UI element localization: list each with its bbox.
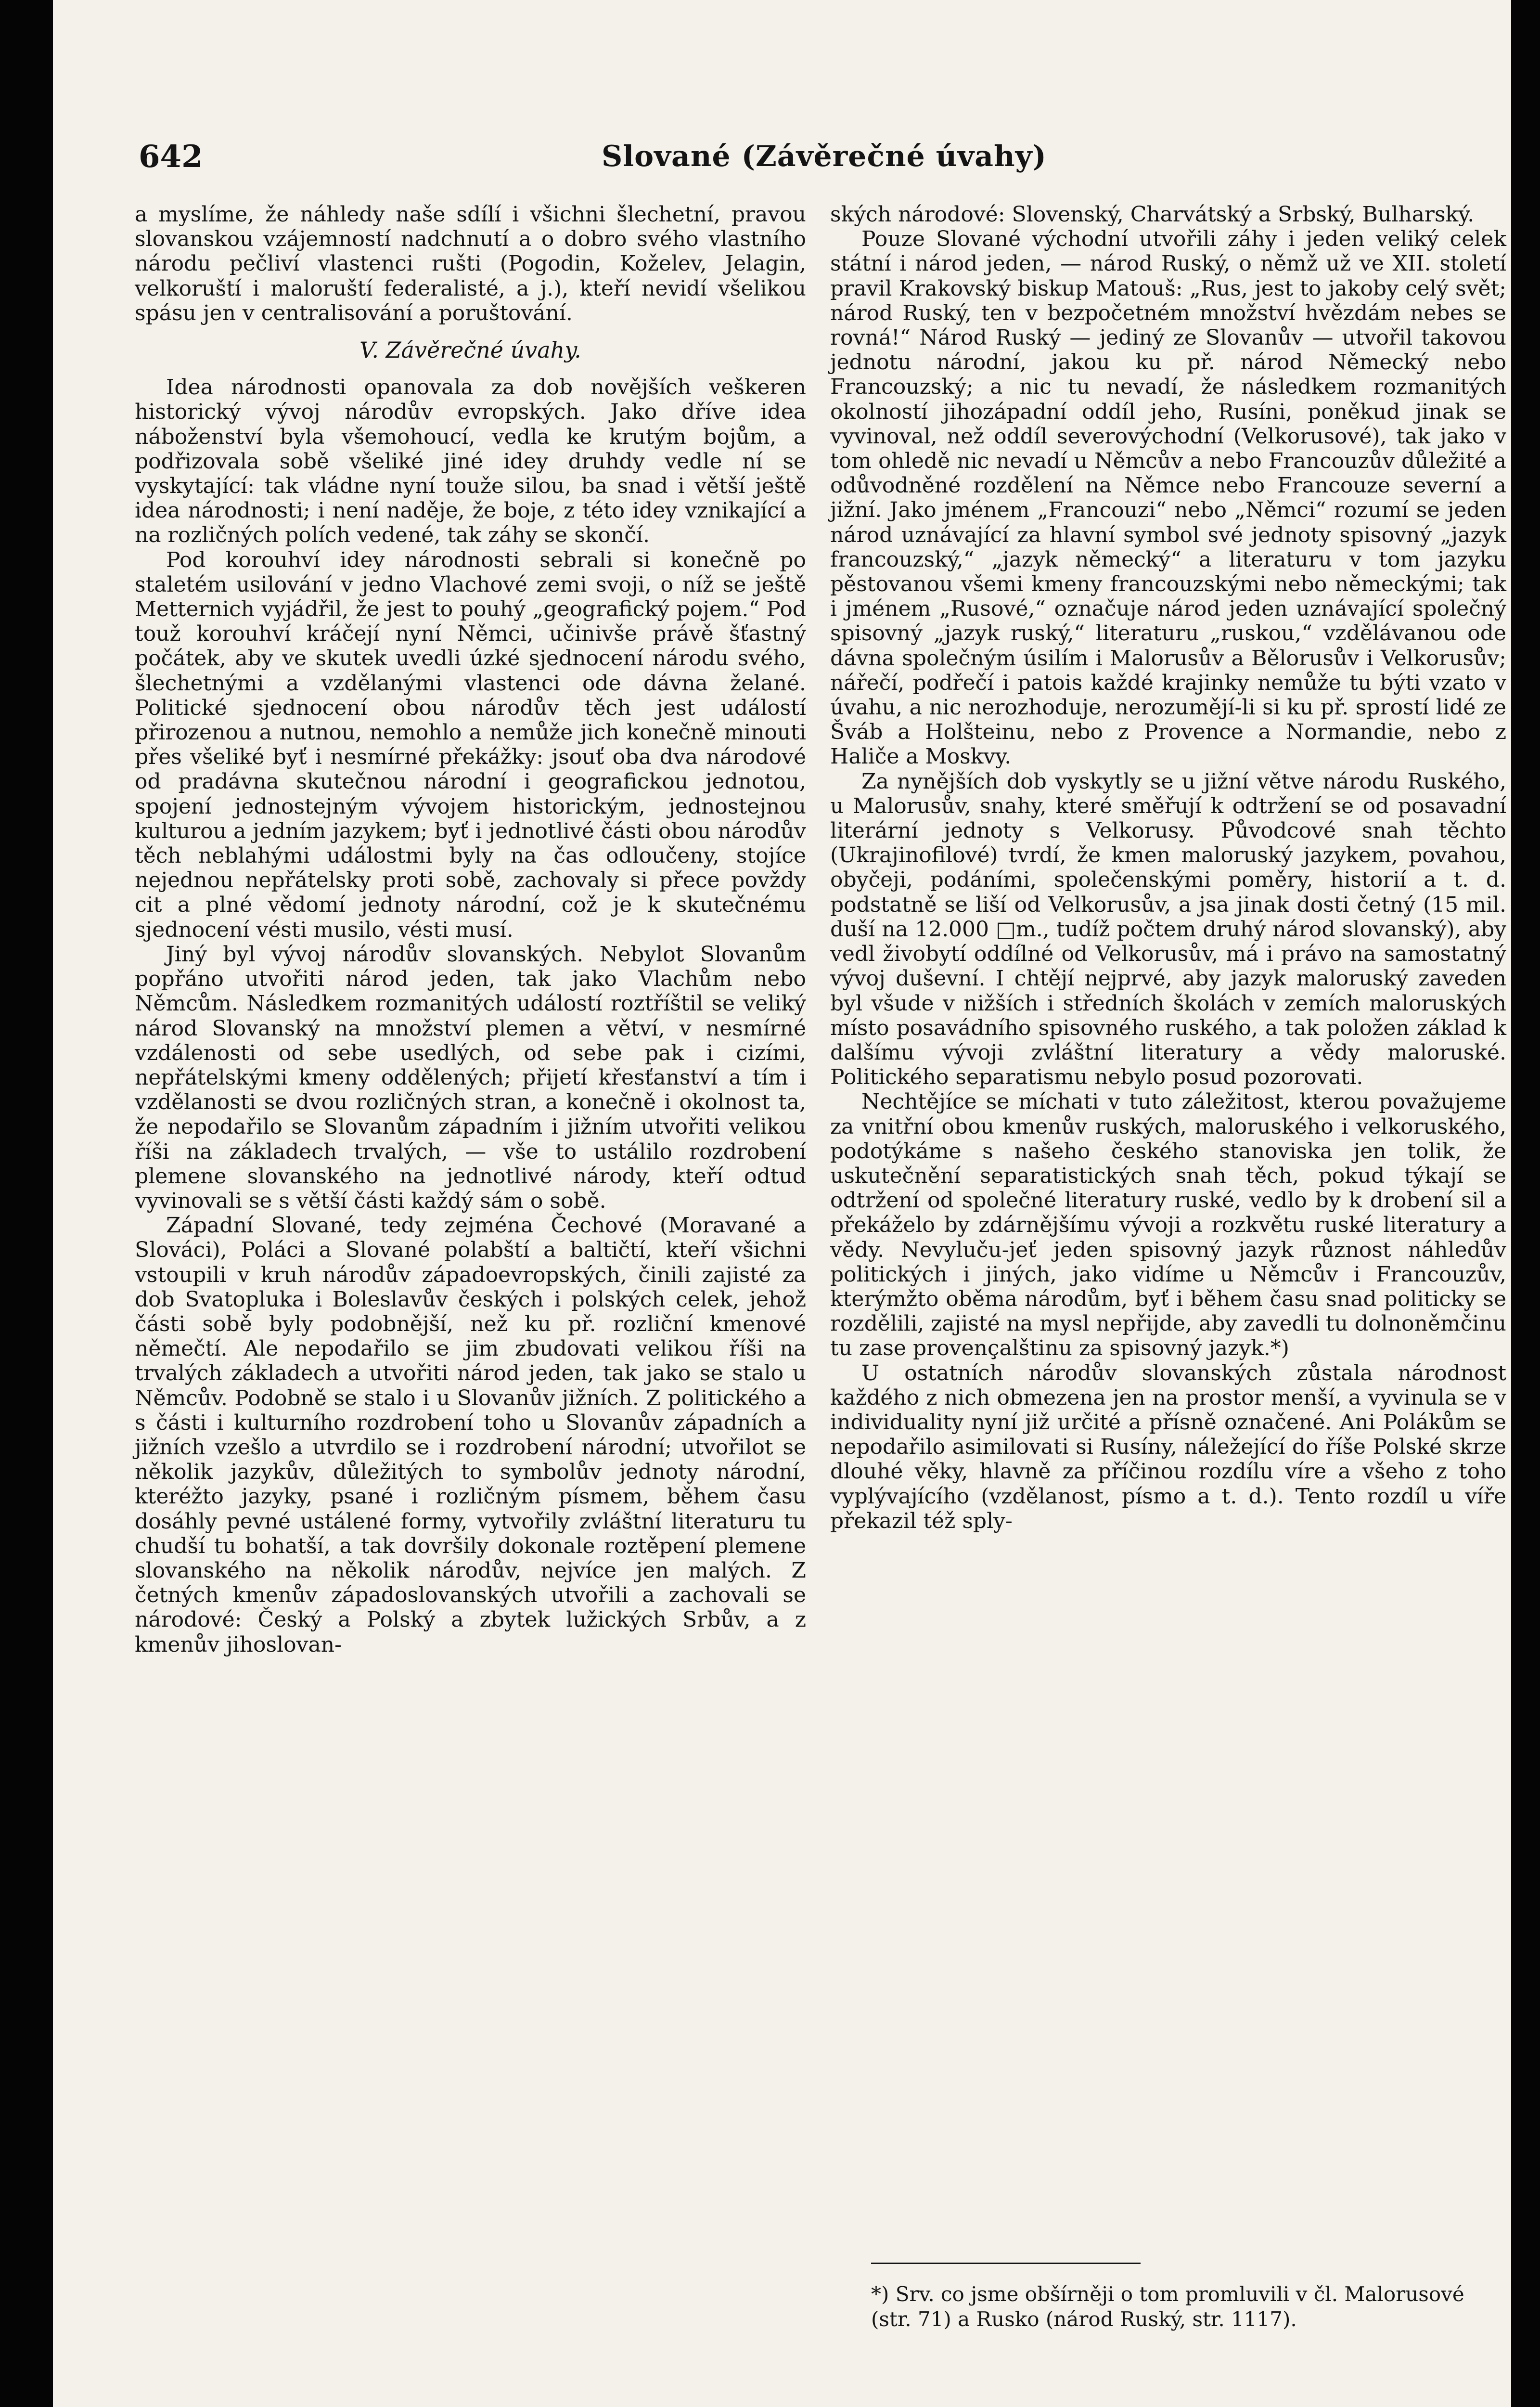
paragraph: Pod korouhví idey národnosti sebrali si konečně po staletém usilování v jedno Vlachové zemi svoji, o níž se ještě Metternich vyjádřil, že jest to pouhý „geografický pojem.“ Pod touž korouhví kráčejí nyní Němci, učinivše právě šťastný počátek, aby ve skutek uvedli úzké sjednocení národu svého, šlechetnými a vzdělanými vlastenci ode dávna želané. Politické sjednocení obou národův těch jest událostí přirozenou a nutnou, nemohlo a nemůže jich konečně minouti přes všeliké byť i nesmírné překážky: jsouť oba dva národové od pradávna skutečnou národní i geografickou jednotou, spojení jednostejným vývojem historickým, jednostejnou kulturou a jedním jazykem; byť i jednotlivé části obou národův těch neblahými událostmi byly na čas odloučeny, stojíce nejednou nepřátelsky proti sobě, zachovaly si přece povždy cit a plné vědomí jednoty národní, což je k skutečnému sjednocení vésti musilo, vésti musí. (135, 547, 806, 942)
paragraph: a myslíme, že náhledy naše sdílí i všichni šlechetní, pravou slovanskou vzájemností nadchnutí a o dobro svého vlastního národu pečliví vlastenci rušti (Pogodin, Koželev, Jelagin, velkoruští i maloruští federalisté, a j.), kteří nevidí všelikou spásu jen v centralisování a poruštování. (135, 202, 806, 325)
paragraph: Za nynějších dob vyskytly se u jižní větve národu Ruského, u Malorusův, snahy, které směřují k odtržení se od posavadní literární jednoty s Velkorusy. Původcové snah těchto (Ukrajinofilové) tvrdí, že kmen maloruský jazykem, povahou, obyčeji, podáními, společenskými poměry, historií a t. d. podstatně se liší od Velkorusův, a jsa jinak dosti četný (15 mil. duší na 12.000 □m., tudíž počtem druhý národ slovanský), aby vedl živobytí oddílné od Velkorusův, má i právo na samostatný vývoj duševní. I chtějí nejprvé, aby jazyk maloruský zaveden byl všude v nižších i středních školách v zemích maloruských místo posavádního spisovného ruského, a tak položen základ k dalšímu vývoji zvláštní literatury a vědy maloruské. Politického separatismu nebylo posud pozorovati. (830, 769, 1506, 1090)
paragraph: Idea národnosti opanovala za dob novějších veškeren historický vývoj národův evropských. Jako dříve idea náboženství byla všemohoucí, vedla ke krutým bojům, a podřizovala sobě všeliké jiné idey druhdy vedle ní se vyskytající: tak vládne nyní touže silou, ba snad i větší ještě idea národnosti; i není naděje, že boje, z této idey vznikající a na rozličných polích vedené, tak záhy se skončí. (135, 375, 806, 548)
right-column (830, 202, 1506, 1533)
paragraph: Jiný byl vývoj národův slovanských. Nebylot Slovanům popřáno utvořiti národ jeden, tak jako Vlachům nebo Němcům. Následkem rozmanitých událostí roztříštil se veliký národ Slovanský na množství plemen a větví, v nesmírné vzdálenosti od sebe usedlých, od sebe pak i cizími, nepřátelskými kmeny oddělených; přijetí křesťanství a tím i vzdělanosti se dvou rozličných stran, a konečně i okolnost ta, že nepodařilo se Slovanům západním i jižním utvořiti velikou říši na základech trvalých, — vše to ustálilo rozdrobení plemene slovanského na jednotlivé národy, kteří odtud vyvinovali se s větší části každý sám o sobě. (135, 942, 806, 1213)
page-number: 642 (139, 139, 203, 175)
paragraph: Pouze Slované východní utvořili záhy i jeden veliký celek státní i národ jeden, — národ Ruský, o němž už ve XII. století pravil Krakovský biskup Matouš: „Rus, jest to jakoby celý svět; národ Ruský, ten v bezpočetném množství hvězdám nebes se rovná!“ Národ Ruský — jediný ze Slovanův — utvořil takovou jednotu národní, jakou ku př. národ Německý nebo Francouzský; a nic tu nevadí, že následkem rozmanitých okolností jihozápadní oddíl jeho, Rusíni, poněkud jinak se vyvinoval, než oddíl severovýchodní (Velkorusové), tak jako v tom ohledě nic nevadí u Němcův a nebo Francouzův důležité a odůvodněné rozdělení na Němce nebo Francouze severní a jižní. Jako jménem „Francouzi“ nebo „Němci“ rozumí se jeden národ uznávající za hlavní symbol své jednoty spisovný „jazyk francouzský,“ „jazyk německý“ a literaturu v tom jazyku pěstovanou všemi kmeny francouzskými nebo německými; tak i jménem „Rusové,“ označuje národ jeden uznávající společný spisovný „jazyk ruský,“ literaturu „ruskou,“ vzdělávanou ode dávna společným úsilím i Malorusův a Bělorusův i Velkorusův; nářečí, podřečí i patois každé krajinky nemůže tu býti vzato v úvahu, a nic nerozhoduje, nerozumějí-li si ku př. sprostí lidé ze Šváb a Holšteinu, nebo z Provence a Normandie, nebo z Haliče a Moskvy. (830, 227, 1506, 769)
running-title: Slované (Závěrečné úvahy) (602, 140, 1047, 173)
footnote: *) Srv. co jsme obšírněji o tom promluvili v čl. Malorusové (str. 71) a Rusko (národ Ruský, str. 1117). (871, 2282, 1464, 2331)
paragraph: Nechtějíce se míchati v tuto záležitost, kterou považujeme za vnitřní obou kmenův ruských, maloruského i velkoruského, podotýkáme s našeho českého stanoviska jen tolik, že uskutečnění separatistických snah těch, pokud týkají se odtržení od společné literatury ruské, vedlo by k drobení sil a překáželo by zdárnějšímu vývoji a rozkvětu ruské literatury a vědy. Nevyluču-jeť jeden spisovný jazyk různost náhledův politických i jiných, jako vidíme u Němcův i Francouzův, kterýmžto oběma národům, byť i během času snad politicky se rozdělili, zajisté na mysl nepřijde, aby zavedli tu dolnoněmčinu tu zase provençalštinu za spisovný jazyk.*) (830, 1089, 1506, 1361)
left-column (135, 202, 806, 1657)
section-heading: V. Závěrečné úvahy. (359, 337, 581, 363)
scan-dark-margin-right (1511, 0, 1540, 2407)
paragraph: U ostatních národův slovanských zůstala národnost každého z nich obmezena jen na prostor menší, a vyvinula se v individuality nyní již určité a přísně označené. Ani Polákům se nepodařilo asimilovati si Rusíny, náležející do říše Polské skrze dlouhé věky, hlavně za příčinou rozdílu víre a všeho z toho vyplývajícího (vzdělanost, písmo a t. d.). Tento rozdíl u víře překazil též sply- (830, 1360, 1506, 1533)
book-page (53, 0, 1511, 2407)
scan-dark-margin-left (0, 0, 53, 2407)
paragraph: Západní Slované, tedy zejména Čechové (Moravané a Slováci), Poláci a Slované polabští a baltičtí, kteří všichni vstoupili v kruh národův západoevropských, činili zajisté za dob Svatopluka i Boleslavův českých i polských celek, jehož části sobě byly podobnější, než ku př. rozliční kmenové němečtí. Ale nepodařilo se jim zbudovati velikou říši na trvalých základech a utvořiti národ jeden, tak jako se stalo u Němcův. Podobně se stalo i u Slovanův jižních. Z politického a s části i kulturního rozdrobení toho u Slovanův západních a jižních vzešlo a utvrdilo se i rozdrobení národní; utvořilot se několik jazykův, důležitých to symbolův jednoty národní, kteréžto jazyky, psané i rozličným písmem, během času dosáhly pevné ustálené formy, vytvořily zvláštní literaturu tu chudší tu bohatší, a tak dovršily dokonale roztěpení plemene slovanského na několik národův, nejvíce jen malých. Z četných kmenův západoslovanských utvořili a zachovali se národové: Český a Polský a zbytek lužických Srbův, a z kmenův jihoslovan- (135, 1213, 806, 1657)
footnote-rule (871, 2263, 1141, 2264)
paragraph: ských národové: Slovenský, Charvátský a Srbský, Bulharský. (830, 202, 1475, 227)
